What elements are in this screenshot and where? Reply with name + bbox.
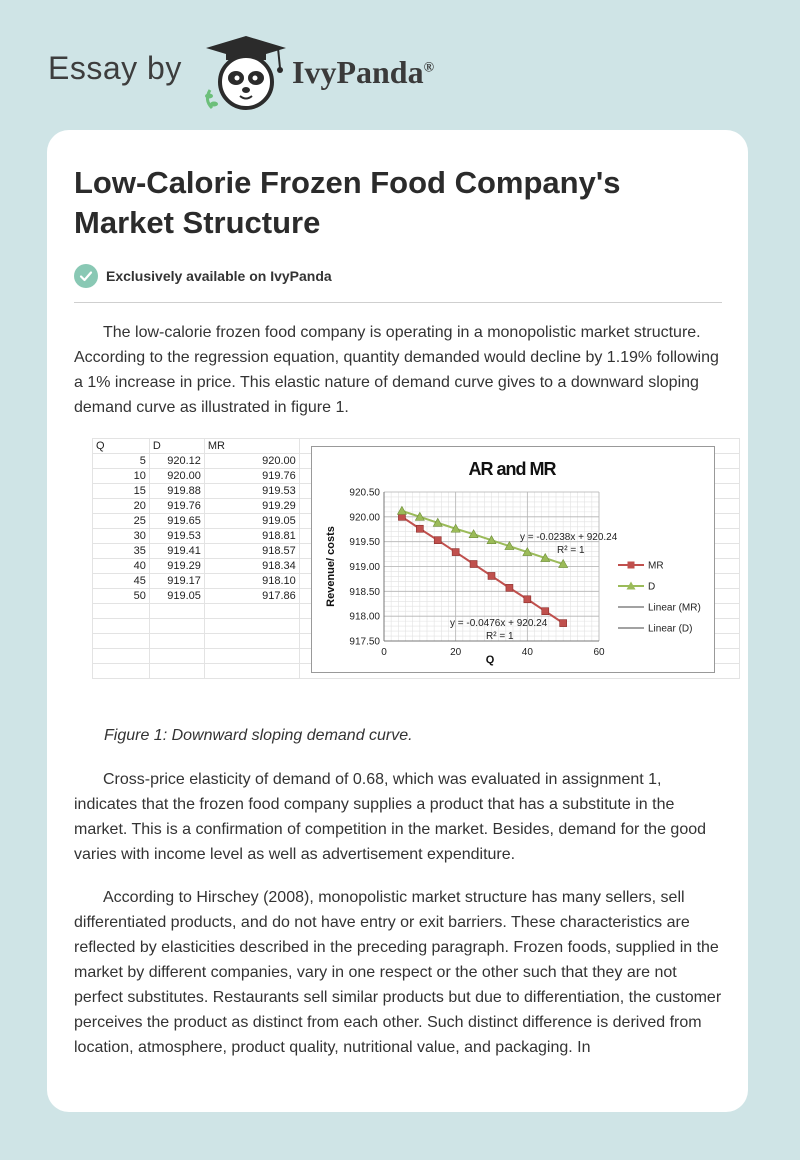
table-cell: 918.10	[204, 574, 299, 589]
legend-marker	[628, 562, 635, 569]
figure-caption: Figure 1: Downward sloping demand curve.	[104, 727, 413, 744]
paragraph: Cross-price elasticity of demand of 0.68, which was evaluated in assignment 1, indicates that the frozen food company supplies a product that has a substitute in the market. This is a confirmation of competition in the market. Besides, demand for the good varies with income level as well as advertisement expenditure.	[74, 771, 707, 863]
y-tick-label: 920.50	[349, 487, 380, 499]
table-cell	[204, 604, 299, 619]
divider	[74, 302, 722, 303]
table-cell: 25	[93, 514, 150, 529]
chart-area	[311, 446, 715, 673]
table-cell	[93, 634, 150, 649]
table-cell	[204, 634, 299, 649]
y-tick-label: 917.50	[349, 636, 380, 648]
data-point	[416, 525, 423, 532]
column-header-q: Q	[93, 439, 150, 454]
data-point	[470, 561, 477, 568]
column-header-mr: MR	[204, 439, 299, 454]
chart-title: AR and MR	[468, 459, 556, 479]
table-cell: 919.76	[204, 469, 299, 484]
table-cell: 45	[93, 574, 150, 589]
ar-mr-chart	[312, 447, 714, 672]
table-cell	[149, 634, 204, 649]
y-axis-label: Revenue/ costs	[325, 526, 337, 607]
table-cell: 5	[93, 454, 150, 469]
table-cell: 918.81	[204, 529, 299, 544]
table-cell	[93, 649, 150, 664]
x-tick-label: 40	[521, 647, 533, 658]
x-tick-label: 60	[593, 647, 605, 658]
table-cell	[93, 664, 150, 679]
table-cell	[93, 604, 150, 619]
table-cell: 920.00	[204, 454, 299, 469]
table-cell: 919.41	[149, 544, 204, 559]
page-title: Low-Calorie Frozen Food Company's Market Structure	[74, 165, 621, 240]
brand-name: IvyPanda®	[292, 54, 435, 90]
table-cell	[204, 649, 299, 664]
legend-label: Linear (MR)	[648, 602, 701, 614]
data-point	[560, 620, 567, 627]
legend-label: Linear (D)	[648, 623, 693, 635]
table-cell: 15	[93, 484, 150, 499]
table-cell: 917.86	[204, 589, 299, 604]
table-cell: 918.34	[204, 559, 299, 574]
data-point	[524, 596, 531, 603]
checkmark-icon	[74, 264, 98, 288]
table-cell	[204, 619, 299, 634]
article-card	[47, 130, 748, 1112]
table-cell: 50	[93, 589, 150, 604]
table-cell	[149, 664, 204, 679]
trendline-equation: y = -0.0238x + 920.24	[520, 532, 618, 543]
table-cell: 30	[93, 529, 150, 544]
trendline-r2: R² = 1	[486, 631, 514, 642]
table-cell	[149, 619, 204, 634]
essay-by-label: Essay by	[48, 50, 182, 86]
data-point	[506, 584, 513, 591]
data-point	[452, 549, 459, 556]
panda-logo-icon	[200, 34, 292, 110]
data-point	[434, 537, 441, 544]
legend-label: D	[648, 581, 656, 593]
data-point	[542, 608, 549, 615]
data-point	[488, 572, 495, 579]
figure-spreadsheet	[92, 438, 740, 700]
table-cell: 920.00	[149, 469, 204, 484]
legend-label: MR	[648, 560, 664, 572]
y-tick-label: 919.00	[349, 562, 380, 573]
table-cell: 918.57	[204, 544, 299, 559]
table-cell: 919.53	[204, 484, 299, 499]
table-cell: 20	[93, 499, 150, 514]
data-point	[397, 506, 406, 514]
paragraph: According to Hirschey (2008), monopolistic market structure has many sellers, sell differentiated products, and do not have entry or exit barriers. These characteristics are reflected by elasticities described in the preceding paragraph. Frozen foods, supplied in the market by different companies, vary in one respect or the other such that they are not perfect substitutes. Restaurants sell similar products but due to differentiation, the customer perceives the product as distinct from each other. Such distinct difference is derived from location, atmosphere, product quality, nutritional value, and packaging. In	[74, 889, 722, 1056]
badge-label: Exclusively available on IvyPanda	[106, 268, 332, 284]
brand-header[interactable]	[48, 34, 508, 114]
table-cell	[149, 649, 204, 664]
y-tick-label: 918.00	[349, 611, 380, 623]
table-cell: 919.88	[149, 484, 204, 499]
table-cell: 919.05	[204, 514, 299, 529]
table-cell: 919.17	[149, 574, 204, 589]
table-cell	[149, 604, 204, 619]
trendline-r2: R² = 1	[557, 545, 585, 556]
table-cell: 919.53	[149, 529, 204, 544]
table-cell	[93, 619, 150, 634]
table-cell	[204, 664, 299, 679]
table-cell: 35	[93, 544, 150, 559]
table-cell: 919.65	[149, 514, 204, 529]
table-cell: 919.29	[204, 499, 299, 514]
column-header-d: D	[149, 439, 204, 454]
exclusive-badge	[74, 264, 332, 288]
y-tick-label: 919.50	[349, 537, 380, 549]
table-cell: 10	[93, 469, 150, 484]
x-axis-label: Q	[485, 654, 495, 666]
x-tick-label: 0	[381, 647, 387, 658]
x-tick-label: 20	[450, 647, 462, 658]
paragraph: The low-calorie frozen food company is operating in a monopolistic market structure. According to the regression equation, quantity demanded would decline by 1.19% following a 1% increase in price. This elastic nature of demand curve gives to a downward sloping demand curve as illustrated in figure 1.	[74, 324, 719, 416]
trendline-equation: y = -0.0476x + 920.24	[450, 618, 548, 629]
y-tick-label: 920.00	[349, 512, 380, 524]
table-cell: 919.76	[149, 499, 204, 514]
table-cell: 920.12	[149, 454, 204, 469]
table-cell: 919.29	[149, 559, 204, 574]
table-cell: 919.05	[149, 589, 204, 604]
table-cell: 40	[93, 559, 150, 574]
y-tick-label: 918.50	[349, 586, 380, 598]
